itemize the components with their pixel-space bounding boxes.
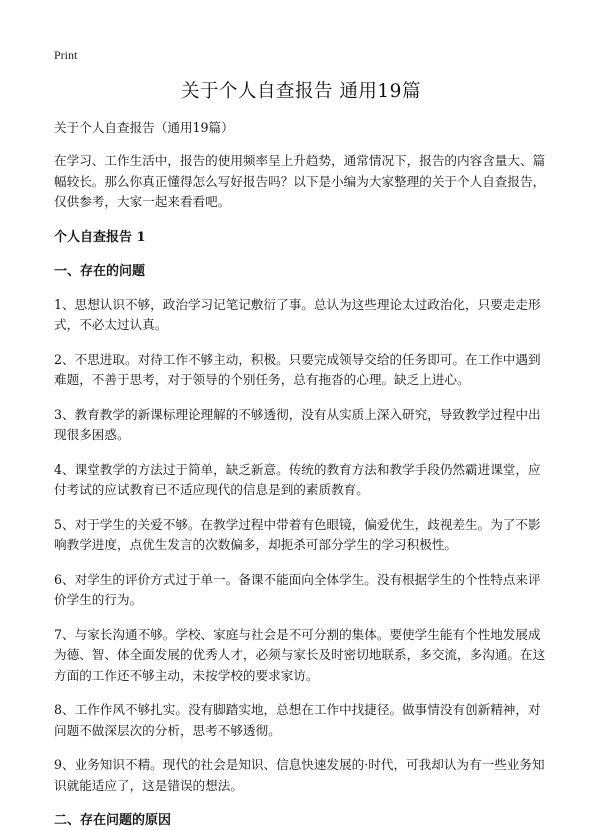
list-item: 7、与家长沟通不够。学校、家庭与社会是不可分割的集体。要使学生能有个性地发展成为德、智、体全面发展的优秀人才，必须与家长及时密切地联系，多交流，多沟通。在这方面的工作还不够主动，未按学校的要求家访。 (54, 626, 546, 683)
section-heading: 个人自查报告 1 (54, 229, 146, 245)
part-heading-problems: 一、存在的问题 (54, 263, 146, 279)
print-link[interactable]: Print (54, 48, 78, 62)
list-item: 8、工作作风不够扎实。没有脚踏实地，总想在工作中找捷径。做事情没有创新精神，对问题不做深层次的分析，思考不够透彻。 (54, 702, 541, 738)
list-item: 6、对学生的评价方式过于单一。备课不能面向全体学生。没有根据学生的个性特点来评价学生的行为。 (54, 571, 541, 607)
intro-paragraph: 在学习、工作生活中，报告的使用频率呈上升趋势，通常情况下，报告的内容含量大、篇幅较长。那么你真正懂得怎么写好报告吗？以下是小编为大家整理的关于个人自查报告，仅供参考，大家一起来看看吧。 (54, 153, 546, 209)
document-subtitle: 关于个人自查报告（通用19篇） (54, 120, 234, 135)
part-heading-causes: 二、存在问题的原因 (54, 813, 172, 828)
list-item: 2、不思进取。对待工作不够主动，积极。只要完成领导交给的任务即可。在工作中遇到难题，不善于思考，对于领导的个别任务，总有拖沓的心理。缺乏上进心。 (54, 351, 541, 387)
page-title: 关于个人自查报告 通用19篇 (181, 81, 421, 102)
list-item: 5、对于学生的关爱不够。在教学过程中带着有色眼镜，偏爱优生，歧视差生。为了不影响教学进度，点优生发言的次数偏多，却扼杀可部分学生的学习积极性。 (54, 516, 541, 552)
list-item: 4、课堂教学的方法过于简单，缺乏新意。传统的教育方法和教学手段仍然霸进课堂，应付考试的应试教育已不适应现代的信息是到的素质教育。 (54, 461, 541, 497)
list-item: 3、教育教学的新课标理论理解的不够透彻，没有从实质上深入研究，导致教学过程中出现很多困惑。 (54, 406, 541, 442)
list-item: 1、思想认识不够，政治学习记笔记敷衍了事。总认为这些理论太过政治化，只要走走形式，不必太过认真。 (54, 296, 541, 332)
list-item: 9、业务知识不精。现代的社会是知识、信息快速发展的·时代，可我却认为有一些业务知识就能适应了，这是错误的想法。 (54, 757, 545, 793)
